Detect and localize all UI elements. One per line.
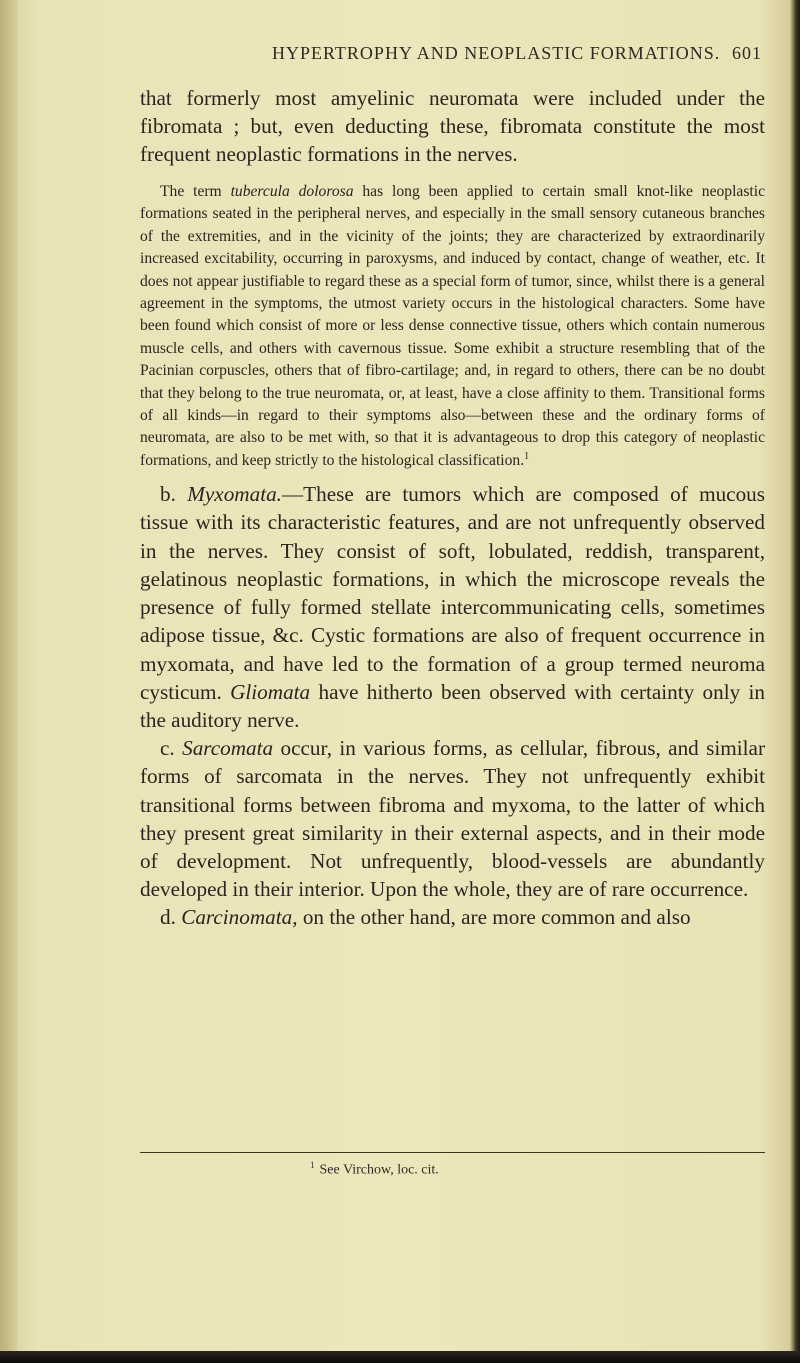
section-d-letter: d. [160, 905, 182, 930]
section-b-term-gliomata: Gliomata [230, 679, 311, 704]
tubercula-lead: The term [160, 183, 231, 200]
page-body [140, 84, 765, 932]
section-d-text: , on the other hand, are more common and also [292, 905, 691, 930]
section-c-text: occur, in various forms, as cellular, fibrous, and similar forms of sarcomata in the nerves. They not unfrequently exhibit transitional forms between fibroma and myxoma, to the latter of which they present great similarity in their external aspects, and in their mode of development. Not unfrequently, blood-vessels are abundantly developed in their interior. Upon the whole, they are of rare occurrence. [140, 736, 765, 902]
page-right-shadow [790, 0, 800, 1363]
footnote-text: See Virchow, loc. cit. [319, 1162, 439, 1178]
tubercula-paragraph [140, 181, 765, 472]
section-c-letter: c. [160, 736, 183, 761]
section-b-term: Myxomata. [187, 482, 282, 507]
section-myxomata [140, 480, 765, 734]
section-b-letter: b. [160, 482, 188, 507]
section-carcinomata [140, 903, 765, 931]
section-sarcomata [140, 734, 765, 903]
footnote-reference: 1 [524, 450, 530, 462]
footnote [310, 1160, 439, 1179]
footnote-mark: 1 [310, 1160, 315, 1170]
intro-paragraph: that formerly most amyelinic neuromata were included under the fibromata ; but, even deducting these, fibromata constitute the most frequent neoplastic formations in the nerves. [140, 86, 765, 166]
tubercula-term: tubercula dolorosa [230, 183, 354, 200]
section-d-term: Carcinomata [181, 905, 293, 930]
page-header [272, 43, 762, 64]
running-title: HYPERTROPHY AND NEOPLASTIC FORMATIONS. [272, 43, 721, 63]
page-number: 601 [732, 43, 762, 63]
section-b-text: —These are tumors which are composed of mucous tissue with its characteristic features, and are not unfrequently observed in the nerves. They consist of soft, lobulated, reddish, transparent, gelatinous neoplastic formations, in which the microscope reveals the presence of fully formed stellate intercommunicating cells, sometimes adipose tissue, &c. Cystic formations are also of frequent occurrence in myxomata, and have led to the formation of a group termed neuroma cysticum. [140, 482, 766, 704]
page-left-shadow [0, 0, 18, 1363]
page-bottom-shadow [0, 1351, 800, 1363]
tubercula-text: has long been applied to certain small knot-like neoplastic formations seated in the peripheral nerves, and especially in the small sensory cutaneous branches of the extremities, and in the vicinity of the joints; they are characterized by extraordinarily increased excitability, occurring in paroxysms, and induced by contact, change of weather, etc. It does not appear justifiable to regard these as a special form of tumor, since, whilst there is a general agreement in the symptoms, the utmost variety occurs in the histological characters. Some have been found which consist of more or less dense connective tissue, others which contain numerous muscle cells, and others with cavernous tissue. Some exhibit a structure resembling that of the Pacinian corpuscles, others that of fibro-cartilage; and, in regard to others, there can be no doubt that they belong to the true neuromata, or, at least, have a close affinity to them. Transitional forms of all kinds—in regard to their symptoms also—between these and the ordinary forms of neuromata, are also to be met with, so that it is advantageous to drop this category of neoplastic formations, and keep strictly to the histological classification. [140, 183, 765, 469]
footnote-divider [140, 1152, 765, 1153]
section-c-term: Sarcomata [182, 736, 274, 761]
section-b-text-2: have hitherto been observed with certainty only in the auditory nerve. [140, 679, 765, 732]
